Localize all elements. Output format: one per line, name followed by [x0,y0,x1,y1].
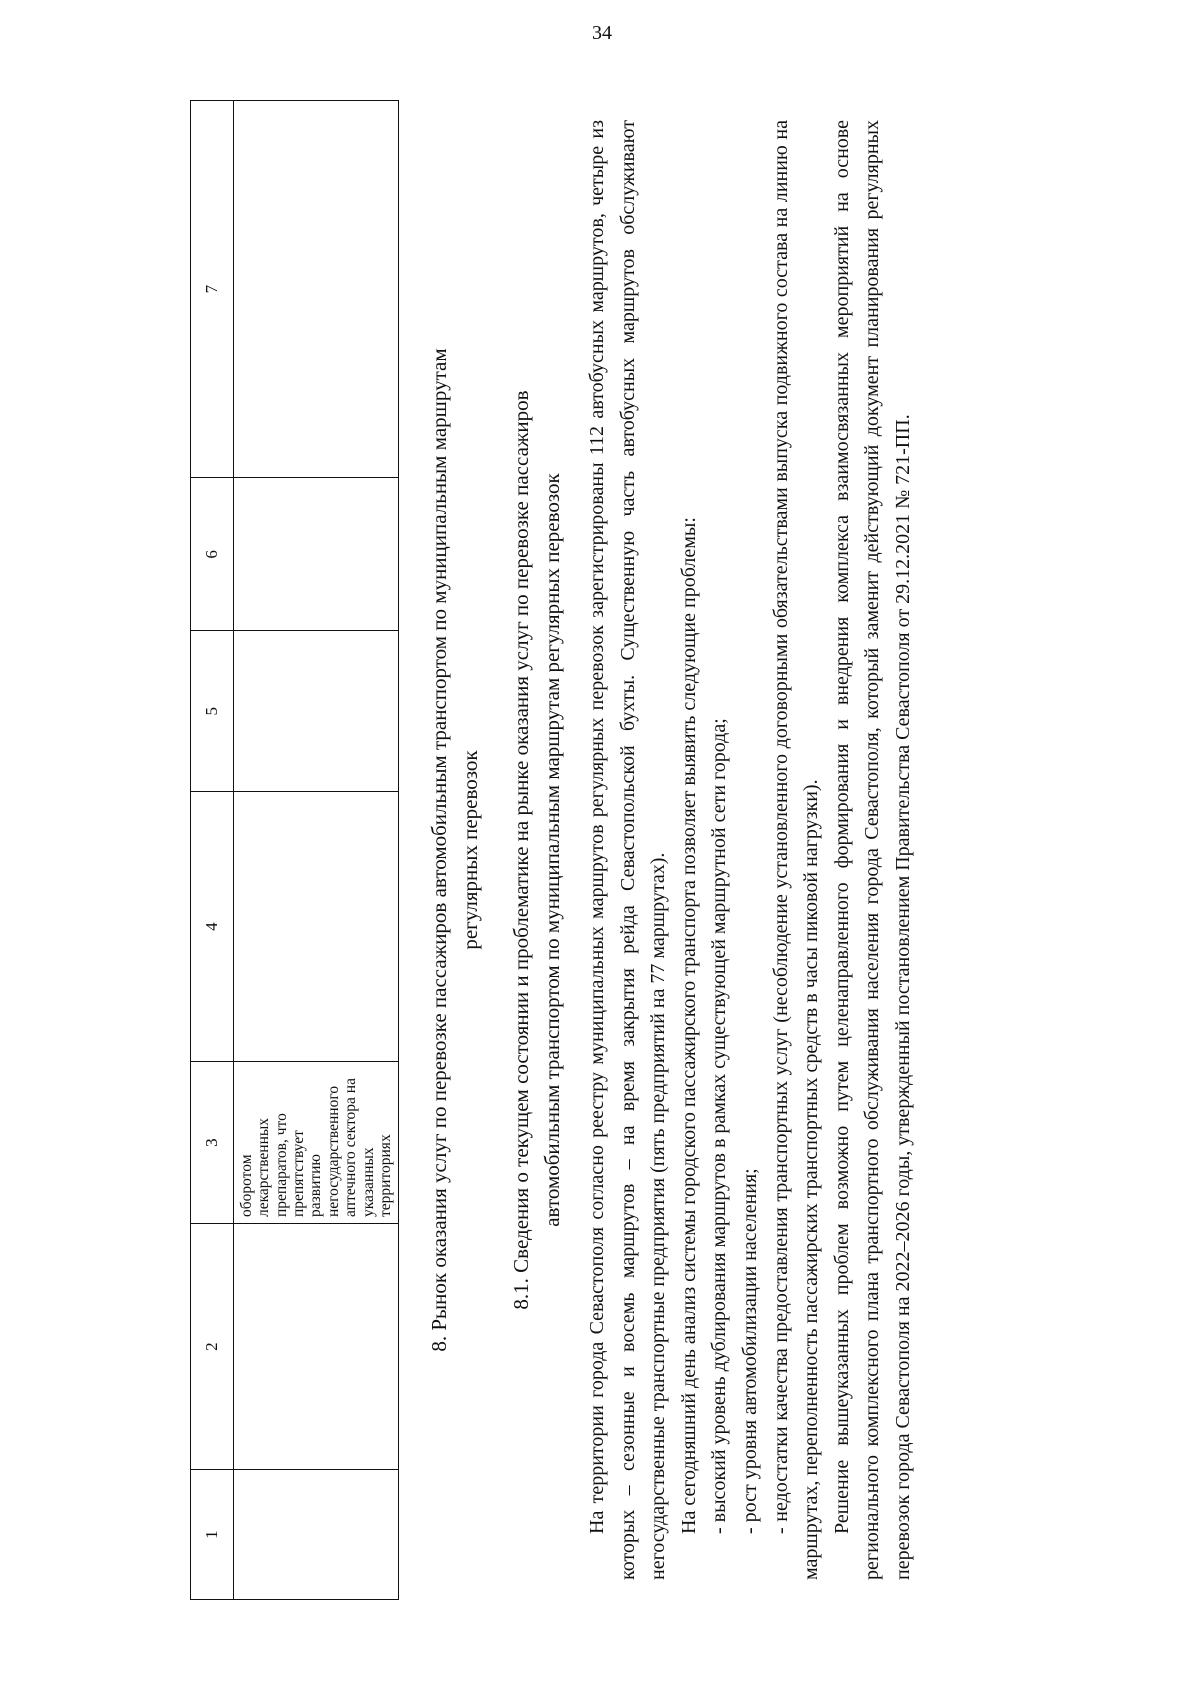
section-title-line: регулярных перевозок [458,750,482,950]
paragraph: На сегодняшний день анализ системы городского пассажирского транспорта позволяет выявить следующие проблемы: [677,517,700,1534]
section-title-line: 8. Рынок оказания услуг по перевозке пассажиров автомобильным транспортом по муниципальным маршрутам [427,348,451,1352]
table-cell [234,631,399,792]
table-cell [234,792,399,1062]
table-header-cell: 1 [191,1470,234,1600]
table-header-cell: 4 [191,792,234,1062]
table-cell [234,1470,399,1600]
list-item: - высокий уровень дублирования маршрутов в рамках существующей маршрутной сети города; [708,718,731,1534]
section-title [424,100,486,1600]
table-cell [234,101,399,478]
table-cell [234,478,399,631]
table-row [234,101,399,1600]
table-header-cell: 7 [191,101,234,478]
subsection-title [506,100,568,1600]
table-header-row [191,101,234,1600]
table-cell [234,1224,399,1470]
paragraph: На территории города Севастополя согласно реестру муниципальных маршрутов регулярных перевозок зарегистрированы 112 автобусных маршрутов, четыре из которых – сезонные и восемь маршрутов – на время закрытия рейда Севастопольской бухты. Существенную часть автобусных маршрутов обслуживают негосударственные транспортные предприятия (пять предприятий на 77 маршрутах). [586,120,670,1580]
table-cell: оборотом лекарственных препаратов, что препятствует развитию негосударственного аптечного сектора на указанных территориях [234,1062,399,1224]
table-header-cell: 2 [191,1224,234,1470]
page-number: 34 [592,22,612,44]
paragraph: Решение вышеуказанных проблем возможно путем целенаправленного формирования и внедрения комплекса взаимосвязанных мероприятий на основе регионального комплексного плана транспортного обслуживания населения города Севастополя, который заменит действующий документ планирования регулярных перевозок города Севастополя на 2022–2026 годы, утвержденный постановлением Правительства Севастополя от 29.12.2021 № 721-ПП. [830,120,914,1580]
table-header-cell: 5 [191,631,234,792]
table-header-cell: 3 [191,1062,234,1224]
list-item: - рост уровня автомобилизации населения; [738,1168,761,1534]
landscape-content [190,100,1150,1600]
continuation-table [190,100,399,1600]
subsection-title-line: 8.1. Сведения о текущем состоянии и проблематике на рынке оказания услуг по перевозке пассажиров [509,390,533,1310]
list-item: - недостатки качества предоставления транспортных услуг (несоблюдение установленного договорными обязательствами выпуска подвижного состава на линию на маршрутах, переполненность пассажирских транспортных средств в часы пиковой нагрузки). [769,120,823,1580]
subsection-title-line: автомобильным транспортом по муниципальным маршрутам регулярных перевозок [540,473,564,1227]
body-text [582,120,919,1580]
table-header-cell: 6 [191,478,234,631]
